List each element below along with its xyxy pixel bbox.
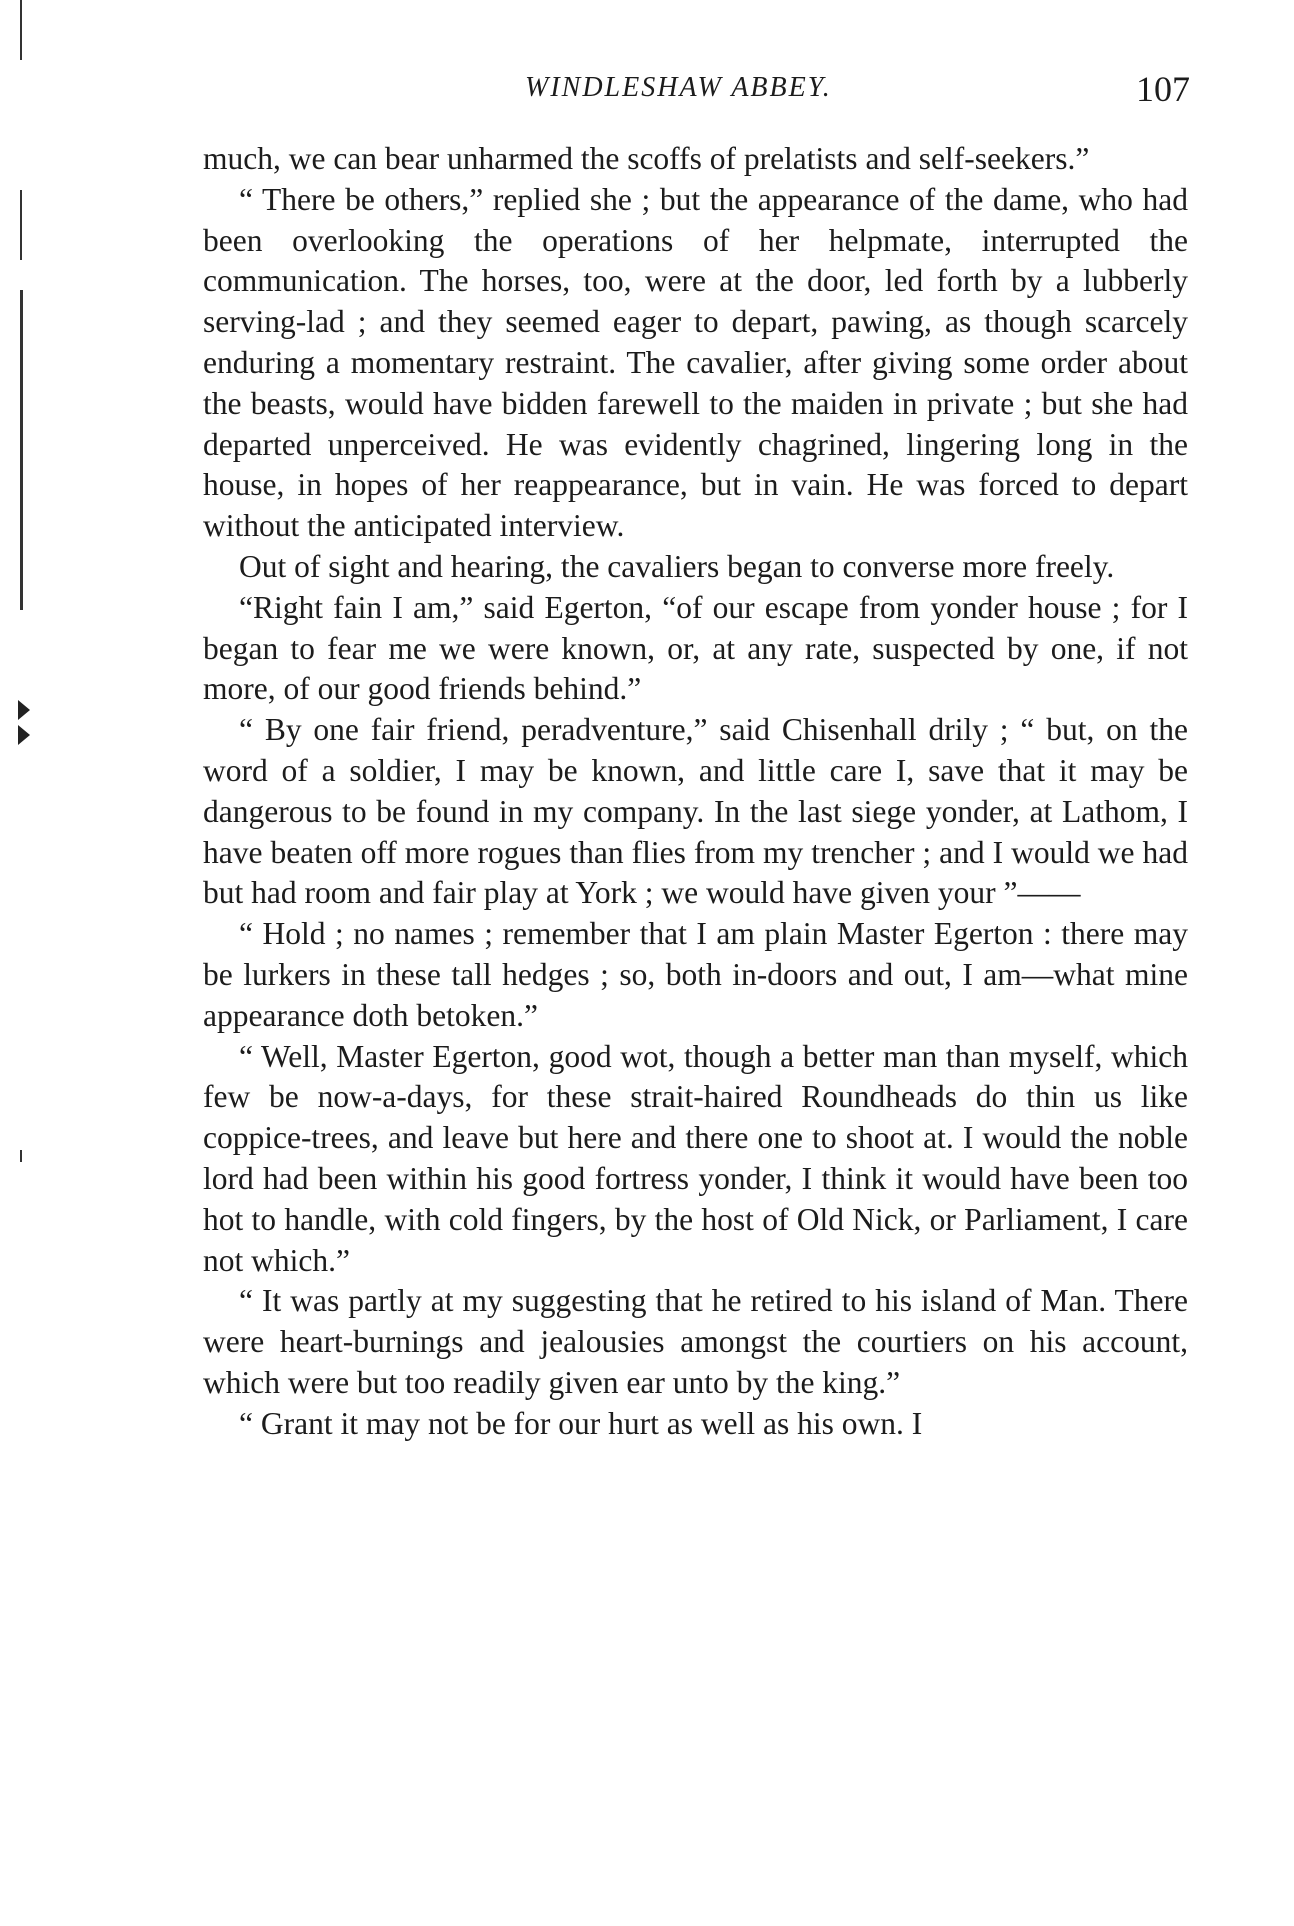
paragraph: “ Grant it may not be for our hurt as well as his own. I (239, 1405, 923, 1441)
paragraph: “Right fain I am,” said Egerton, “of our escape from yonder house ; for I began to fear me we were known, or, at any rate, suspected by one, if not more, of our good friends behind.” (203, 589, 1188, 707)
paragraph: “ There be others,” replied she ; but the appearance of the dame, who had been overlooking the operations of her helpmate, interrupted the communication. The horses, too, were at the door, led forth by a lubberly serving-lad ; and they seemed eager to depart, pawing, as though scarcely enduring a momentary restraint. The cavalier, after giving some order about the beasts, would have bidden farewell to the maiden in private ; but she had departed unperceived. He was evidently chagrined, lingering long in the house, in hopes of her reappearance, but in vain. He was forced to depart without the anticipated interview. (203, 181, 1188, 544)
binding-arrow-icon (18, 700, 30, 720)
paragraph: “ It was partly at my suggesting that he retired to his island of Man. There were heart-burnings and jealousies amongst the courtiers on his account, which were but too readily given ear unto by the king.” (203, 1283, 1188, 1400)
binding-mark (20, 1150, 22, 1162)
page-number: 107 (1136, 69, 1190, 109)
running-title: WINDLESHAW ABBEY. (525, 72, 832, 103)
running-header (205, 69, 1190, 112)
paragraph: “ Well, Master Egerton, good wot, though a better man than myself, which few be now-a-days, for these strait-haired Roundheads do thin us like coppice-trees, and leave but here and there one to shoot at. I would the noble lord had been within his good fortress yonder, I think it would have been too hot to handle, with cold fingers, by the host of Old Nick, or Parliament, I care not which.” (203, 1038, 1188, 1278)
paragraph: Out of sight and hearing, the cavaliers began to converse more freely. (239, 548, 1115, 584)
body-text (203, 139, 1188, 1445)
binding-edge (12, 0, 26, 1500)
binding-mark (20, 0, 22, 60)
binding-mark (20, 290, 23, 610)
paragraph: much, we can bear unharmed the scoffs of prelatists and self-seekers.” (203, 141, 1090, 176)
binding-mark (20, 190, 22, 260)
paragraph: “ Hold ; no names ; remember that I am plain Master Egerton : there may be lurkers in these tall hedges ; so, both in-doors and out, I am—what mine appearance doth betoken.” (203, 916, 1188, 1033)
paragraph: “ By one fair friend, peradventure,” said Chisenhall drily ; “ but, on the word of a soldier, I may be known, and little care I, save that it may be dangerous to be found in my company. In the last siege yonder, at Lathom, I have beaten off more rogues than flies from my trencher ; and I would we had but had room and fair play at York ; we would have given your ”—— (203, 712, 1188, 911)
binding-arrow-icon (18, 725, 30, 745)
